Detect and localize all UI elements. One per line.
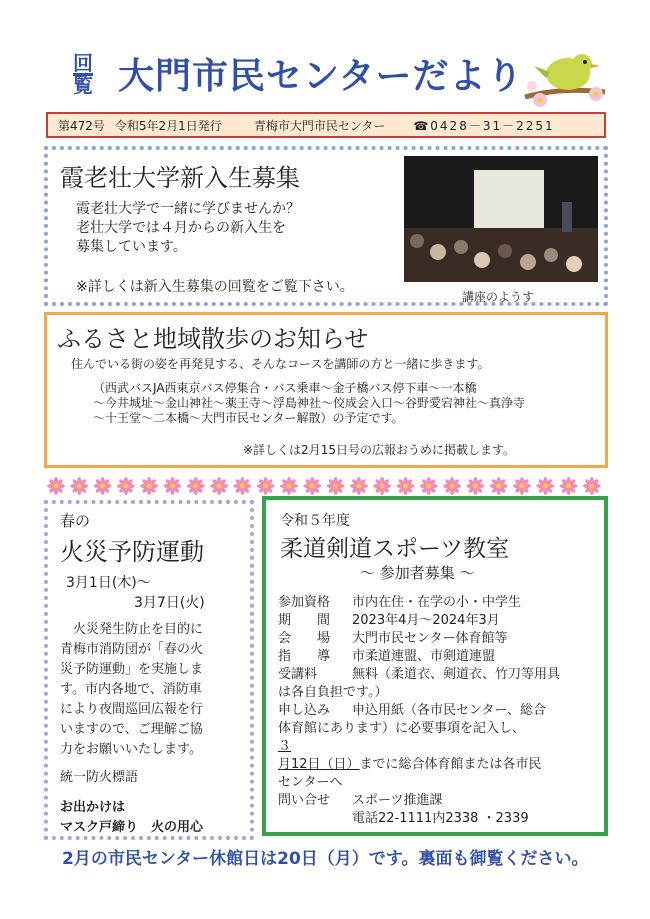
fire-line: 災予防運動」を実施しま (60, 662, 204, 677)
furusato-route (93, 381, 525, 426)
detail-key: 指 導 (278, 649, 331, 664)
flower-center (170, 484, 175, 489)
flower-divider (44, 476, 608, 496)
furusato-title: ふるさと地域散歩のお知らせ (57, 325, 369, 353)
fire-line: 火災発生防止を目的に (60, 622, 204, 637)
detail-value: スポーツ推進課 (352, 793, 443, 808)
flower-center (77, 484, 82, 489)
detail-row (278, 702, 560, 720)
kasumiso-line: 募集しています。 (76, 239, 187, 255)
judo-year: 令和５年度 (280, 513, 350, 529)
lecture-photo (404, 156, 598, 282)
furusato-note: ※詳しくは2月15日号の広報おうめに掲載します。 (243, 443, 516, 457)
kasumiso-section (44, 146, 608, 306)
flower-center (473, 484, 478, 489)
route-line: ～十王堂～二本橋～大門市民センター解散）の予定です。 (93, 411, 404, 425)
kairan-mark (66, 52, 100, 96)
detail-value: 無料（柔道衣、剣道衣、竹刀等用具 (352, 667, 561, 682)
detail-row (278, 630, 560, 648)
fire-line: いますので、ご理解ご協 (60, 722, 203, 737)
flower-center (496, 484, 501, 489)
detail-row (278, 594, 560, 612)
fire-prevention-section (44, 500, 254, 840)
publisher: 青梅市大門市民センター (253, 118, 386, 133)
telephone: ☎0428－31－2251 (413, 118, 555, 133)
closing-notice: 2月の市民センター休館日は20日（月）です。裏面も御覧ください。 (62, 849, 589, 869)
kasumiso-line: 老壮大学では４月からの新入生を (76, 220, 286, 236)
audience-head (474, 252, 490, 268)
issue-number: 第472号 (58, 118, 105, 133)
fire-date-from: 3月1日(木)～ (66, 575, 151, 591)
judo-kendo-section (262, 496, 608, 836)
issue-info-bar (46, 112, 606, 138)
audience-head (498, 244, 512, 258)
detail-key: 期 間 (278, 613, 331, 628)
flower-center (54, 484, 59, 489)
fire-line: により夜間巡回広報を行 (60, 702, 204, 717)
slogan-line-2: マスク戸締り 火の用心 (60, 820, 204, 835)
speaker (562, 202, 572, 232)
fire-season: 春の (60, 512, 91, 530)
bird-illustration (520, 42, 610, 112)
deadline-part: ３ (278, 739, 292, 754)
fire-body (60, 620, 203, 760)
flower-center (287, 484, 292, 489)
photo-caption: 講座のようす (462, 290, 535, 304)
apply-continuation-end: センターへ (278, 775, 343, 790)
flower-center (380, 484, 385, 489)
flower-center (333, 484, 338, 489)
flower-center (193, 484, 198, 489)
flower-center (426, 484, 431, 489)
detail-value: 2023年4月～2024年3月 (352, 613, 500, 628)
kairan-char-2: 覧 (73, 73, 93, 97)
flower-center (566, 484, 571, 489)
flower-center (217, 484, 222, 489)
detail-row (278, 666, 560, 684)
kasumiso-line: 霞老壮大学で一緒に学びませんか？ (76, 201, 300, 217)
flower-center (450, 484, 455, 489)
flower-center (147, 484, 152, 489)
detail-value: 市柔道連盟、市剣道連盟 (352, 649, 496, 664)
audience-head (566, 256, 582, 272)
flower-center (100, 484, 105, 489)
kairan-char-1: 回 (73, 51, 93, 75)
detail-row (278, 648, 560, 666)
detail-value: 大門市民センター体育館等 (352, 631, 508, 646)
kasumiso-body (76, 200, 300, 257)
projector-screen (474, 170, 544, 228)
flower-center (356, 484, 361, 489)
detail-key: 申し込み (278, 703, 331, 718)
judo-subtitle: ～ 参加者募集 ～ (360, 564, 475, 582)
apply-deadline-line-2 (278, 756, 560, 774)
route-line: ～今井城址～金山神社～薬王寺～浮島神社～佼成会入口～谷野愛宕神社～真浄寺 (93, 396, 526, 410)
audience-head (544, 248, 558, 262)
audience-head (410, 234, 424, 248)
flower-center (123, 484, 128, 489)
judo-details (278, 594, 560, 828)
deadline-text: までに総合体育館または各市民 (359, 757, 542, 772)
issue-date: 令和5年2月1日発行 (114, 118, 222, 133)
detail-row (278, 612, 560, 630)
flower-center (403, 484, 408, 489)
detail-key: 問い合せ (278, 793, 331, 808)
audience-head (454, 240, 468, 254)
flower-center (310, 484, 315, 489)
kasumiso-note: ※詳しくは新入生募集の回覧をご覧下さい。 (76, 279, 354, 295)
fire-title: 火災予防運動 (60, 538, 204, 566)
flower-center (589, 484, 594, 489)
judo-title: 柔道剣道スポーツ教室 (280, 536, 510, 562)
apply-continuation: 体育館にあります）に必要事項を記入し、 (278, 721, 526, 736)
flower-center (240, 484, 245, 489)
fire-line: 青梅市消防団が「春の火 (60, 642, 204, 657)
detail-key: 受講料 (278, 667, 318, 682)
flower-center (520, 484, 525, 489)
flower-center (543, 484, 548, 489)
detail-value: 申込用紙（各市民センター、総合 (352, 703, 546, 718)
contact-tel: 電話22-1111内2338 ・2339 (352, 811, 529, 826)
slogan-label: 統一防火標語 (60, 770, 139, 785)
route-line: （西武バスJA西東京バス停集合・バス乗車～金子橋バス停下車～一本橋 (93, 381, 477, 395)
detail-key: 会 場 (278, 631, 331, 646)
flower-center (263, 484, 268, 489)
fee-continuation: は各自負担です。） (278, 685, 388, 700)
audience-head (430, 244, 446, 260)
slogan-line-1: お出かけは (60, 800, 126, 815)
audience-head (520, 254, 536, 270)
detail-row (278, 792, 560, 810)
detail-value: 市内在住・在学の小・中学生 (352, 595, 522, 610)
apply-deadline-line (278, 738, 560, 756)
furusato-section (44, 312, 608, 468)
furusato-lead: 住んでいる街の姿を再発見する、そんなコースを講師の方と一緒に歩きます。 (71, 357, 490, 371)
kasumiso-title: 霞老壮大学新入生募集 (60, 164, 300, 192)
fire-line: 力をお願いいたします。 (60, 742, 202, 757)
deadline-date: 月12日（日） (278, 757, 360, 772)
fire-date-to: 3月7日(火) (134, 595, 205, 611)
fire-line: す。市内各地で、消防車 (60, 682, 202, 697)
page-title: 大門市民センターだより (118, 56, 524, 97)
detail-key: 参加資格 (278, 595, 331, 610)
